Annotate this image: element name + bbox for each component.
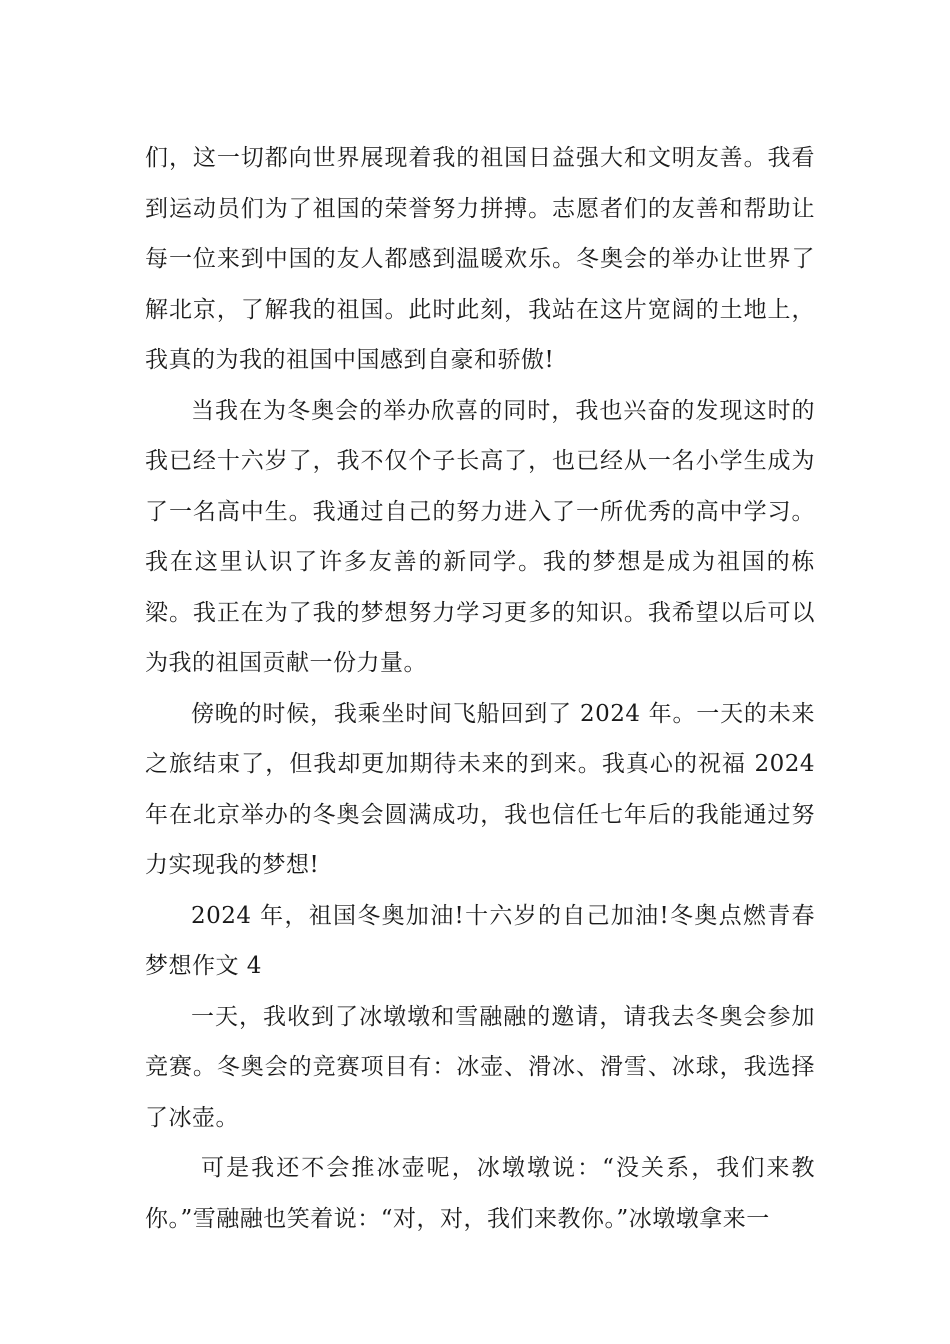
paragraph-3: 傍晚的时候，我乘坐时间飞船回到了 2024 年。一天的未来之旅结束了，但我却更加期待未来的到来。我真心的祝福 2024 年在北京举办的冬奥会圆满成功，我也信任七年后的我能通过努力实现我的梦想!: [145, 700, 815, 878]
paragraph-4: 2024 年，祖国冬奥加油!十六岁的自己加油!冬奥点燃青春梦想作文 4: [145, 902, 815, 979]
paragraph-2: 当我在为冬奥会的举办欣喜的同时，我也兴奋的发现这时的我已经十六岁了，我不仅个子长高了，也已经从一名小学生成为了一名高中生。我通过自己的努力进入了一所优秀的高中学习。我在这里认识了许多友善的新同学。我的梦想是成为祖国的栋梁。我正在为了我的梦想努力学习更多的知识。我希望以后可以为我的祖国贡献一份力量。: [145, 397, 815, 676]
document-body: [145, 133, 815, 1244]
paragraph-5: 一天，我收到了冰墩墩和雪融融的邀请，请我去冬奥会参加竞赛。冬奥会的竞赛项目有：冰壶、滑冰、滑雪、冰球，我选择了冰壶。: [145, 1003, 815, 1131]
paragraph-6: 可是我还不会推冰壶呢，冰墩墩说：“没关系，我们来教你。”雪融融也笑着说：“对，对，我们来教你。”冰墩墩拿来一: [145, 1155, 815, 1232]
paragraph-1: 们，这一切都向世界展现着我的祖国日益强大和文明友善。我看到运动员们为了祖国的荣誉努力拼搏。志愿者们的友善和帮助让每一位来到中国的友人都感到温暖欢乐。冬奥会的举办让世界了解北京，了解我的祖国。此时此刻，我站在这片宽阔的土地上，我真的为我的祖国中国感到自豪和骄傲!: [145, 145, 815, 373]
